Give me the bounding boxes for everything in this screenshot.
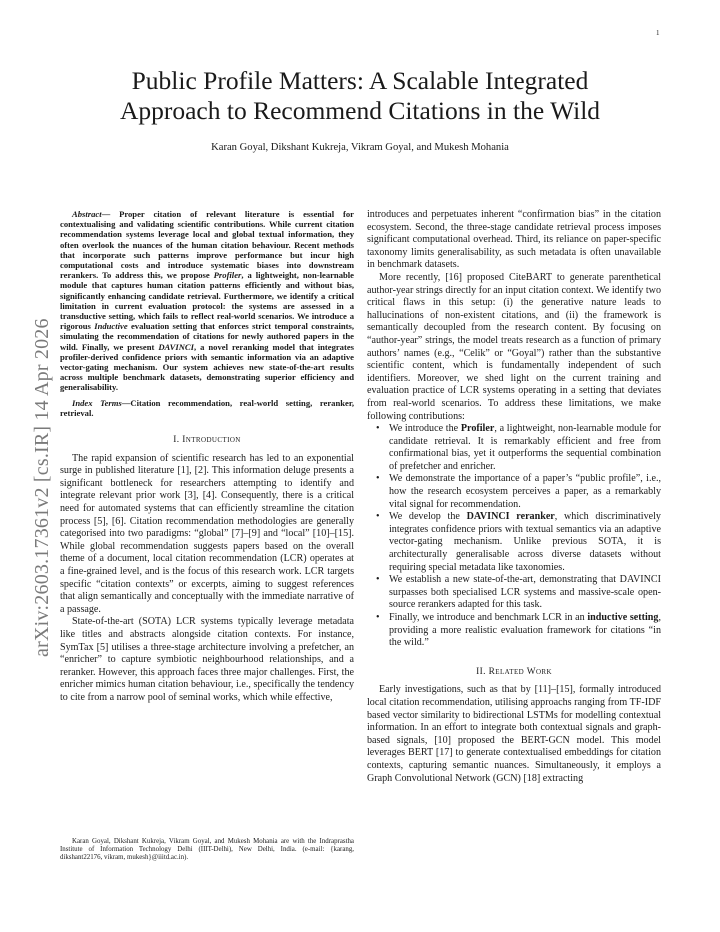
- section-title: Introduction: [182, 435, 241, 446]
- abstract-profiler-term: Profiler: [213, 270, 242, 281]
- list-item: • We develop the DAVINCI reranker, which discriminatively integrates confidence priors with textual semantics via an adaptive vector-gating mechanism. Unlike previous SOTA, it is architecturally generalisable across diverse datasets without requiring special metadata like taxonomies.: [389, 511, 661, 574]
- left-column: [60, 209, 354, 705]
- intro-paragraph-4: More recently, [16] proposed CiteBART to generate parenthetical author-year strings directly for an input citation context. We identify two critical flaws in this setup: (i) the generative nature leads to hallucinations of non-existent citations, and (ii) the framework is semantically decoupled from the research content. By focusing on “author-year” strings, the model treats research as a function of primary authors’ names (e.g., “Celik” or “Goyal”) rather than the substantive scientific content, which is fundamentally independent of such identifiers. Moreover, we shed light on the current training and evaluation practice of LCR systems operating in a setting that deviates from real-world scenarios. To address these limitations, we make following contributions:: [367, 271, 661, 422]
- author-list: Karan Goyal, Dikshant Kukreja, Vikram Goyal, and Mukesh Mohania: [211, 142, 509, 153]
- section-numeral: II.: [476, 666, 489, 677]
- abstract-davinci-term: DAVINCI: [158, 341, 195, 352]
- index-terms-text: —Citation recommendation, real-world setting, reranker, retrieval.: [60, 397, 354, 418]
- author-affiliation-footnote: Karan Goyal, Dikshant Kukreja, Vikram Goyal, and Mukesh Mohania are with the Indraprastha Institute of Information Technology Delhi (IIIT-Delhi), New Delhi, India. (e-mail: {karang, dikshant22176, vikram, mukesh}@iiitd.ac.in).: [60, 838, 354, 862]
- abstract-text-3: evaluation setting that enforces strict temporal constraints, simulating the recommendation of citations for newly authored papers in the wild. Finally, we present: [60, 321, 354, 352]
- list-item: • Finally, we introduce and benchmark LCR in an inductive setting, providing a more realistic evaluation framework for citations “in the wild.”: [389, 612, 661, 650]
- abstract-label: Abstract: [72, 209, 102, 219]
- index-terms-label: Index Terms: [72, 397, 122, 408]
- intro-paragraph-2: State-of-the-art (SOTA) LCR systems typically leverage metadata like titles and abstracts alongside citation contexts. For instance, SymTax [5] utilises a three-stage architecture involving a prefetcher, an “enricher” to capture symbiotic neighbourhood relationships, and a reranker. However, this approach faces three major challenges. First, the enricher mimics human citation behaviour, i.e., specifically the tendency to cite from a narrow pool of seminal works, which while effective,: [60, 616, 354, 703]
- intro-paragraph-1: The rapid expansion of scientific research has led to an exponential surge in published literature [1], [2]. This information deluge presents a significant bottleneck for researchers attempting to identify and integrate relevant prior work [3], [4]. Consequently, there is a critical need for automated systems that can efficiently streamline the citation process [5], [6]. Citation recommendation methodologies are generally categorised into two paradigms: “global” [7]–[9] and “local” [10]–[15]. While global recommendation suggests papers based on the overall theme of a document, local citation recommendation (LCR) operates at a fine-grained level, and is the focus of this research work. LCR targets specific “citation contexts” or excerpts, aiming to suggest references that align semantically and conceptually with the immediate narrative of a passage.: [60, 452, 354, 615]
- abstract-text-1: — Proper citation of relevant literature is essential for contextualising and validating scientific contributions. While current citation recommendation systems leverage local and global textual information, they often overlook the nuances of the human citation behaviour. Recent methods that incorporate such patterns improve performance but incur high computational costs and introduce systematic biases into downstream rerankers. To address this, we propose: [60, 209, 354, 281]
- title-line-2: Approach to Recommend Citations in the Wild: [119, 96, 601, 125]
- index-terms: [60, 398, 354, 418]
- section-title: Related Work: [488, 666, 552, 677]
- list-item: • We introduce the Profiler, a lightweight, non-learnable module for candidate retrieval. It is remarkably efficient and free from confirmational bias, yet it outperforms the sequential combination of prefetcher and enricher.: [389, 423, 661, 473]
- arxiv-identifier-stamp: arXiv:2603.17361v2 [cs.IR] 14 Apr 2026: [31, 318, 53, 657]
- abstract-text-2: , a lightweight, non-learnable module that captures human citation patterns efficiently and without bias, significantly enhancing candidate retrieval. Furthermore, we identify a critical limitation in current evaluation protocol: the systems are assessed in a transductive setting, which fails to reflect real-world scenarios. We introduce a rigorous: [60, 270, 354, 332]
- intro-paragraph-3: introduces and perpetuates inherent “confirmation bias” in the citation ecosystem. Second, the three-stage candidate retrieval process imposes significant computational overhead. Third, its reliance on paper-specific taxonomy limits generalisability, as such metadata is often unavailable in benchmark datasets.: [367, 209, 661, 271]
- contributions-list: [367, 423, 661, 650]
- related-work-paragraph-1: Early investigations, such as that by [11]–[15], formally introduced local citation recommendation, utilising approachs ranging from TF-IDF based vector similarity to bidirectional LSTMs for modelling contextual information. In an effort to integrate both contextual signals and graph-based signals, [10] proposed the BERT-GCN model. This model leverages BERT [17] to generate contextualised embeddings for citation contexts, capturing semantic nuances. Simultaneously, it employs a Graph Convolutional Network (GCN) [18] extracting: [367, 684, 661, 784]
- abstract: [60, 209, 354, 393]
- abstract-inductive-term: Inductive: [94, 321, 128, 332]
- right-column: [367, 209, 661, 785]
- list-item: • We establish a new state-of-the-art, demonstrating that DAVINCI surpasses both specialised LCR systems and massive-scale open-source rerankers adapted for this task.: [389, 574, 661, 612]
- section-heading-introduction: [60, 434, 354, 447]
- section-heading-related-work: [367, 666, 661, 679]
- page-number: 1: [656, 29, 660, 37]
- paper-title: [60, 66, 660, 126]
- title-line-1: Public Profile Matters: A Scalable Integrated: [131, 66, 589, 95]
- section-numeral: I.: [173, 435, 183, 446]
- abstract-text-4: , a novel reranking model that integrates profiler-derived confidence priors with semantic information via an adaptive vector-gating mechanism. Our system achieves new state-of-the-art results across multiple benchmark datasets, demonstrating superior efficiency and generalisability.: [60, 341, 354, 393]
- list-item: • We demonstrate the importance of a paper’s “public profile”, i.e., how the research ecosystem perceives a paper, as a remarkably vital signal for recommendation.: [389, 473, 661, 511]
